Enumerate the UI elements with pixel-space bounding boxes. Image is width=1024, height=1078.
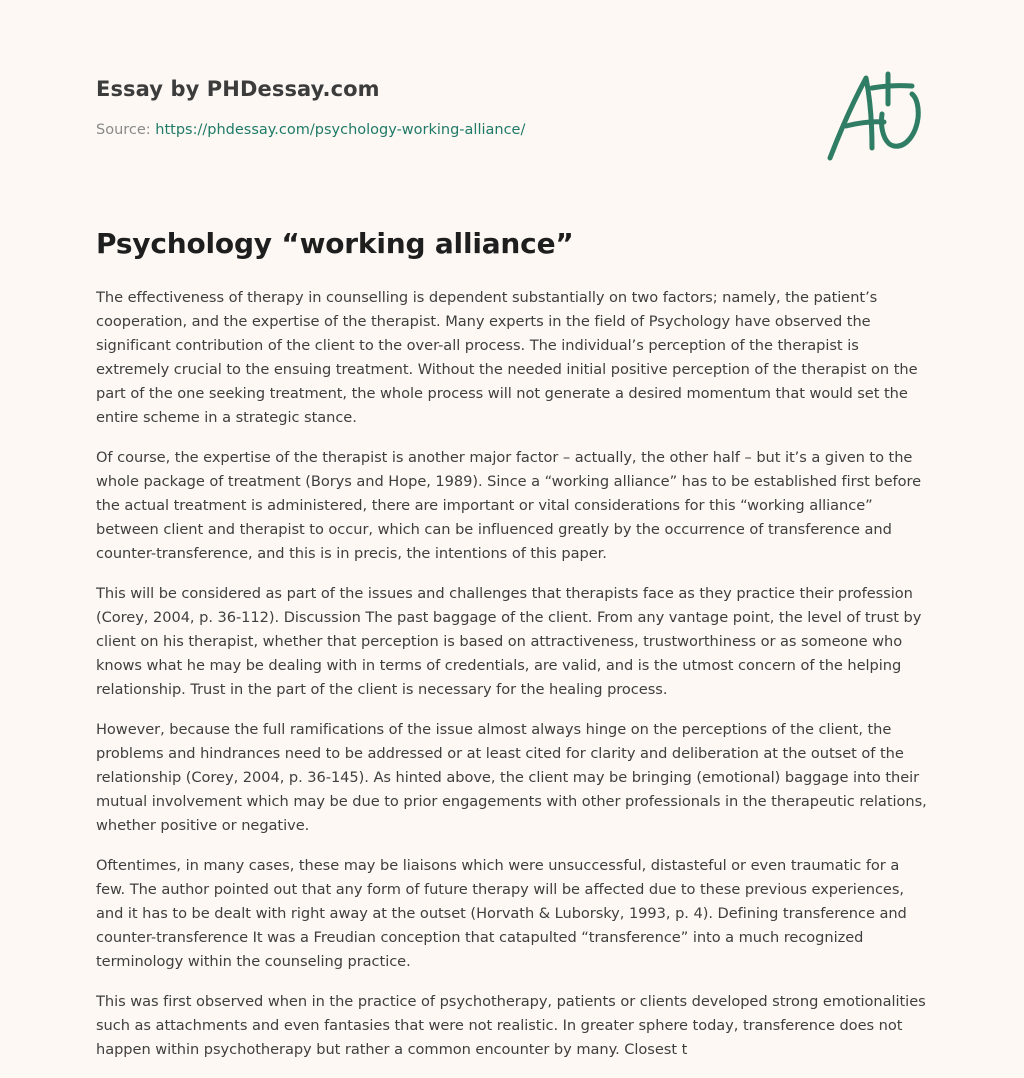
a-plus-grade-icon — [822, 68, 926, 166]
source-label: Source: — [96, 122, 156, 138]
page-header — [96, 74, 936, 174]
paragraph: Of course, the expertise of the therapist is another major factor – actually, the other half – but it’s a given to the whole package of treatment (Borys and Hope, 1989). Since a “working alliance” has to be established first before the actual treatment is administered, there are important or vital considerations for this “working alliance” between client and therapist to occur, which can be influenced greatly by the occurrence of transference and counter-transference, and this is in precis, the intentions of this paper. — [96, 449, 922, 562]
source-line — [96, 120, 936, 140]
brand-title: Essay by PHDessay.com — [96, 77, 380, 101]
paragraph: This will be considered as part of the issues and challenges that therapists face as they practice their profession (Corey, 2004, p. 36-112). Discussion The past baggage of the client. From any vantage point, the level of trust by client on his therapist, whether that perception is based on attractiveness, trustworthiness or as someone who knows what he may be dealing with in terms of credentials, are valid, and is the utmost concern of the helping relationship. Trust in the part of the client is necessary for the healing process. — [96, 585, 922, 698]
source-link[interactable]: https://phdessay.com/psychology-working-alliance/ — [155, 122, 526, 138]
page-title: Psychology “working alliance” — [96, 227, 574, 260]
paragraph: The effectiveness of therapy in counselling is dependent substantially on two factors; namely, the patient’s cooperation, and the expertise of the therapist. Many experts in the field of Psychology have observed the significant contribution of the client to the over-all process. The individual’s perception of the therapist is extremely crucial to the ensuing treatment. Without the needed initial positive perception of the therapist on the part of the one seeking treatment, the whole process will not generate a desired momentum that would set the entire scheme in a strategic stance. — [96, 289, 918, 426]
paragraph: However, because the full ramifications of the issue almost always hinge on the perceptions of the client, the problems and hindrances need to be addressed or at least cited for clarity and deliberation at the outset of the relationship (Corey, 2004, p. 36-145). As hinted above, the client may be bringing (emotional) baggage into their mutual involvement which may be due to prior engagements with other professionals in the therapeutic relations, whether positive or negative. — [96, 721, 927, 834]
paragraph: Oftentimes, in many cases, these may be liaisons which were unsuccessful, distasteful or even traumatic for a few. The author pointed out that any form of future therapy will be affected due to these previous experiences, and it has to be dealt with right away at the outset (Horvath & Luborsky, 1993, p. 4). Defining transference and counter-transference It was a Freudian conception that catapulted “transference” into a much recognized terminology within the counseling practice. — [96, 857, 907, 970]
article-body — [96, 286, 932, 1078]
paragraph: This was first observed when in the practice of psychotherapy, patients or clients developed strong emotionalities such as attachments and even fantasies that were not realistic. In greater sphere today, transference does not happen within psychotherapy but rather a common encounter by many. Closest t — [96, 993, 926, 1058]
